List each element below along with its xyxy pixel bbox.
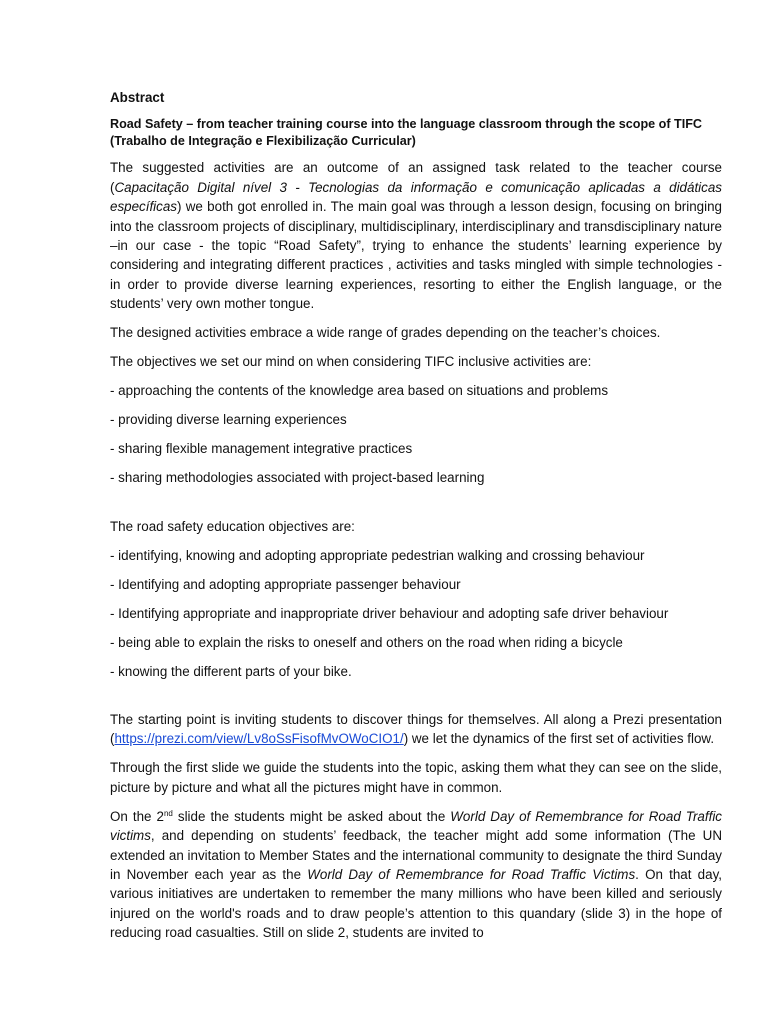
- road-objective-item: - Identifying and adopting appropriate passenger behaviour: [110, 576, 461, 592]
- road-objective-item: - Identifying appropriate and inappropriate driver behaviour and adopting safe driver behaviour: [110, 605, 669, 621]
- starting-text-b: ) we let the dynamics of the first set of activities flow.: [403, 731, 715, 747]
- starting-text-a: The starting point is inviting students to discover things for themselves. All along a Prezi presentation (: [110, 712, 722, 747]
- tifc-objective-item: - sharing flexible management integrative practices: [110, 441, 413, 457]
- intro-paragraph: [110, 158, 722, 313]
- document-page: [110, 88, 722, 943]
- second-text-d: . On that day, various initiatives are undertaken to remember the many millions who have been killed and seriously injured on the world's roads and to draw people’s attention to this quandary (slide 3) in the hope of reducing road casualties. Still on slide 2, students are invited to: [110, 867, 722, 941]
- starting-point-paragraph: [110, 710, 722, 749]
- title-line-2: (Trabalho de Integração e Flexibilização Curricular): [110, 133, 416, 148]
- first-slide-paragraph: Through the first slide we guide the students into the topic, asking them what they can see on the slide, picture by picture and what all the pictures might have in common.: [110, 760, 722, 795]
- intro-text-a: The suggested activities are an outcome of an assigned task related to the teacher course (: [110, 160, 722, 195]
- second-slide-paragraph: [110, 807, 722, 943]
- road-objective-item: - being able to explain the risks to oneself and others on the road when riding a bicycle: [110, 634, 623, 650]
- prezi-link[interactable]: https://prezi.com/view/Lv8oSsFisofMvOWoCIO1/: [114, 731, 404, 747]
- grades-paragraph: The designed activities embrace a wide range of grades depending on the teacher’s choices.: [110, 325, 661, 341]
- second-text-a: On the 2: [110, 808, 164, 824]
- intro-text-b: ) we both got enrolled in. The main goal was through a lesson design, focusing on bringing into the classroom projects of disciplinary, multidisciplinary, interdisciplinary and transdisciplinary nature –in our case - the topic “Road Safety”, trying to enhance the students’ learning experience by considering and integrating different practices , activities and tasks mingled with simple technologies - in order to provide diverse learning experiences, resorting to either the English language, or the students’ very own mother tongue.: [110, 199, 722, 312]
- tifc-objective-item: - sharing methodologies associated with project-based learning: [110, 470, 485, 486]
- remembrance-day-name-2: World Day of Remembrance for Road Traffic Victims: [307, 867, 636, 883]
- tifc-objective-item: - approaching the contents of the knowledge area based on situations and problems: [110, 383, 609, 399]
- abstract-heading: Abstract: [110, 90, 165, 105]
- document-title: [110, 116, 722, 149]
- second-text-b: slide the students might be asked about the: [172, 808, 451, 824]
- ordinal-superscript: nd: [163, 808, 173, 818]
- course-name: Capacitação Digital nível 3 - Tecnologias da informação e comunicação aplicadas a didáticas específicas: [110, 179, 722, 215]
- road-objective-item: - identifying, knowing and adopting appropriate pedestrian walking and crossing behaviour: [110, 547, 645, 563]
- remembrance-day-name: World Day of Remembrance for Road Traffic victims: [110, 808, 722, 844]
- second-text-c: , and depending on students’ feedback, the teacher might add some information (The UN extended an invitation to Member States and the international community to designate the third Sunday in November each year as the: [110, 828, 722, 883]
- road-objective-item: - knowing the different parts of your bike.: [110, 663, 352, 679]
- title-line-1: Road Safety – from teacher training course into the language classroom through the scope of TIFC: [110, 117, 702, 132]
- tifc-objective-item: - providing diverse learning experiences: [110, 412, 347, 428]
- tifc-objectives-intro: The objectives we set our mind on when considering TIFC inclusive activities are:: [110, 354, 592, 370]
- road-objectives-intro: The road safety education objectives are:: [110, 518, 355, 534]
